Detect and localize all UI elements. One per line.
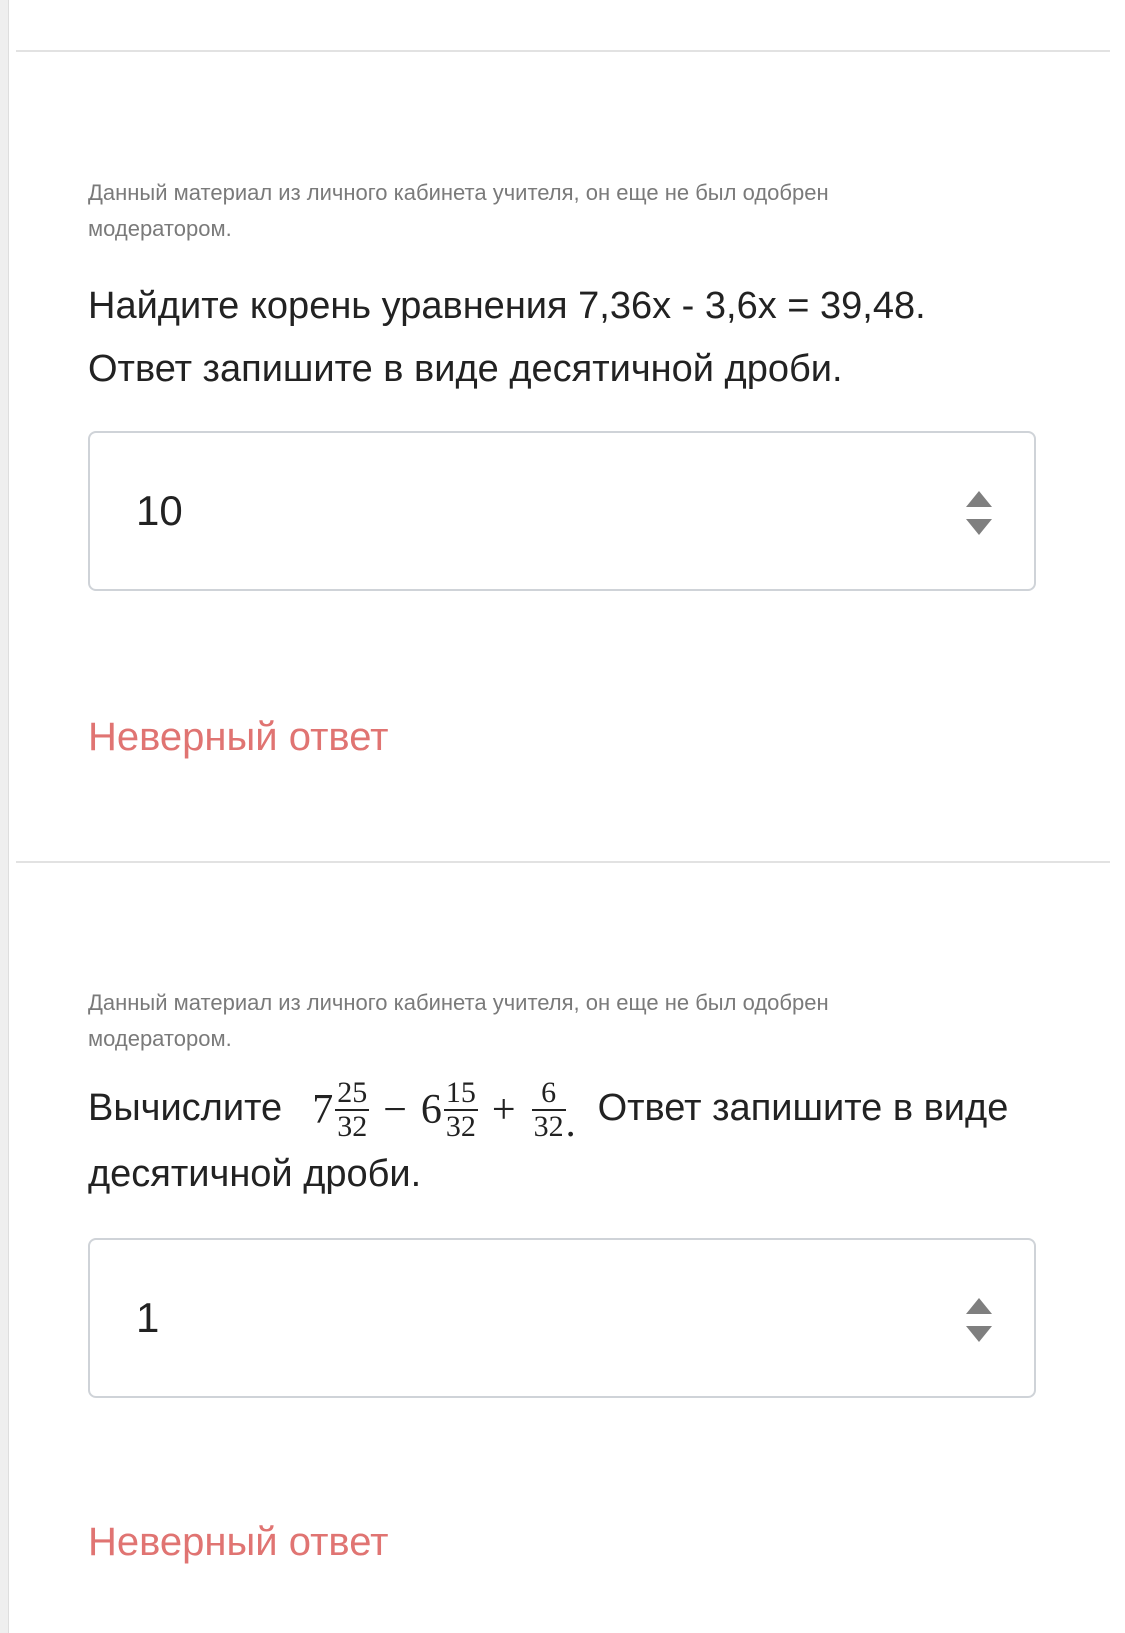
fraction-denominator: 32 <box>533 1110 564 1143</box>
fraction-denominator: 32 <box>337 1110 368 1143</box>
question-card-2 <box>88 985 1038 1570</box>
answer-number-input[interactable] <box>88 431 1036 591</box>
moderation-note: Данный материал из личного кабинета учителя, он еще не был одобрен модератором. <box>88 180 829 241</box>
fraction <box>532 1077 566 1143</box>
minus-operator: − <box>383 1087 407 1133</box>
wrong-answer-feedback: Неверный ответ <box>88 1520 389 1564</box>
fraction-numerator: 6 <box>532 1077 566 1111</box>
prompt-lead-text: Вычислите <box>88 1087 283 1130</box>
answer-value[interactable]: 1 <box>136 1294 160 1341</box>
fraction <box>335 1077 369 1143</box>
fraction-denominator: 32 <box>445 1110 476 1143</box>
answer-value[interactable]: 10 <box>136 487 183 534</box>
question-prompt: Найдите корень уравнения 7,36x - 3,6x = 39,48. Ответ запишите в виде десятичной дроби. <box>88 285 926 390</box>
number-stepper[interactable] <box>966 1298 992 1342</box>
answer-number-input[interactable] <box>88 1238 1036 1398</box>
section-divider <box>16 50 1110 52</box>
page-left-edge <box>0 0 9 1633</box>
fraction-numerator: 15 <box>445 1076 476 1109</box>
stepper-down-icon[interactable] <box>966 1326 992 1342</box>
mixed-number-whole: 7 <box>312 1087 334 1133</box>
mixed-number-whole: 6 <box>420 1087 442 1133</box>
question-prompt <box>88 1077 1038 1206</box>
stepper-up-icon[interactable] <box>966 491 992 507</box>
section-divider <box>16 861 1110 863</box>
plus-operator: + <box>491 1087 516 1133</box>
prompt-tail-text: Ответ запишите в виде десятичной дроби. <box>88 1087 1009 1195</box>
math-end-period: . <box>565 1100 576 1145</box>
stepper-up-icon[interactable] <box>966 1298 992 1314</box>
fraction-numerator: 25 <box>337 1076 368 1109</box>
number-stepper[interactable] <box>966 491 992 535</box>
wrong-answer-feedback: Неверный ответ <box>88 715 389 759</box>
question-card-1 <box>88 175 1038 765</box>
stepper-down-icon[interactable] <box>966 519 992 535</box>
moderation-note: Данный материал из личного кабинета учителя, он еще не был одобрен модератором. <box>88 990 829 1051</box>
fraction <box>444 1077 478 1143</box>
math-expression <box>312 1077 575 1143</box>
